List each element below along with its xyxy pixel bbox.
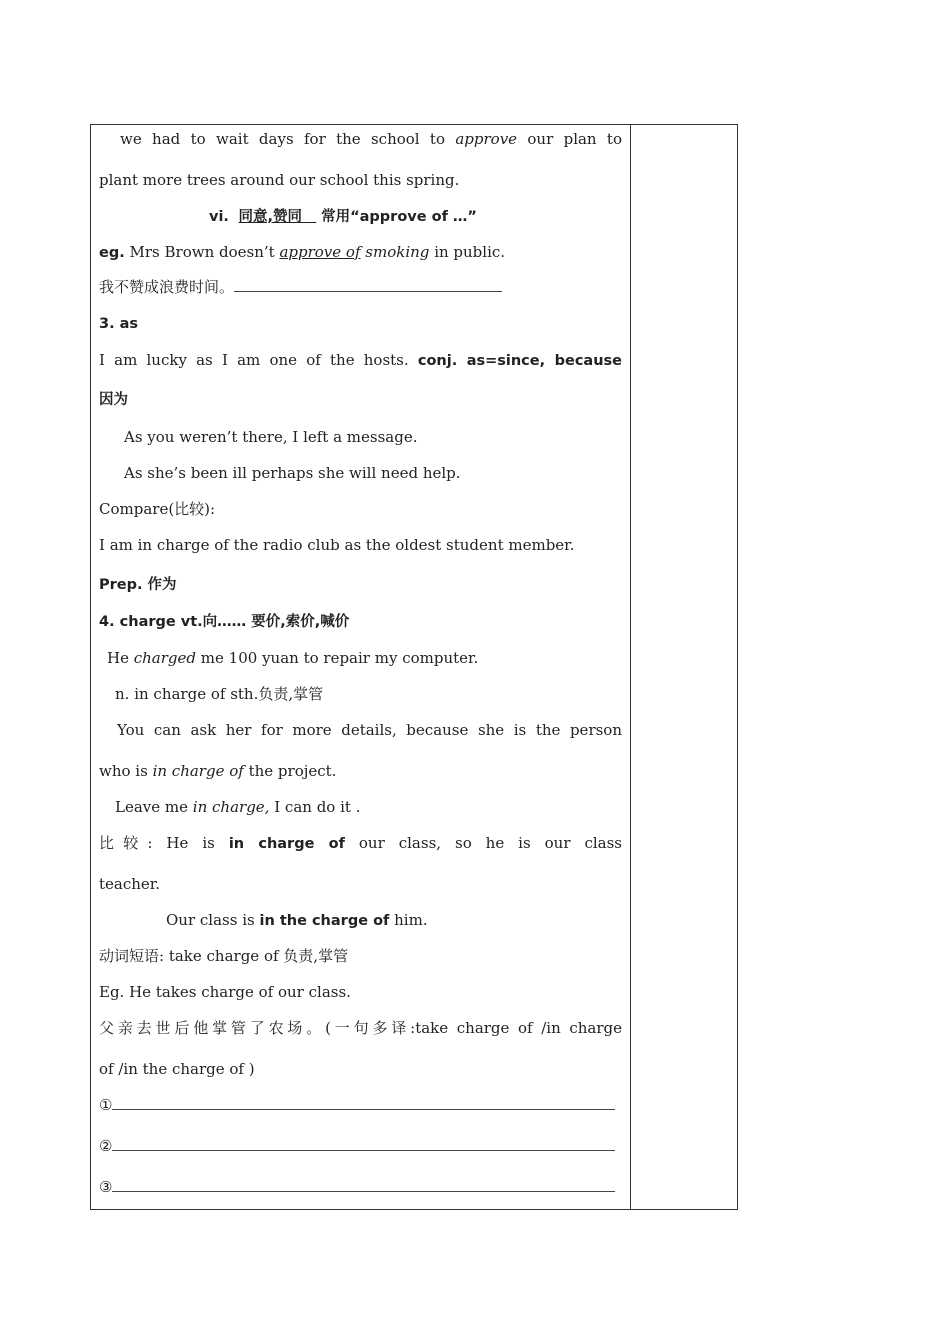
- answer-line-3: ③: [99, 1177, 622, 1197]
- approve-example-line-2: plant more trees around our school this spring.: [99, 171, 460, 189]
- charge-example-3: Leave me in charge, I can do it .: [115, 798, 361, 816]
- as-prep-note: Prep. 作为: [99, 577, 177, 593]
- in-charge-phrase: in charge,: [192, 798, 270, 816]
- worksheet-table: [90, 124, 738, 1210]
- charge-example-2-line-1: You can ask her for more details, because she is the person: [117, 721, 622, 739]
- as-heading: 3. as: [99, 316, 139, 332]
- charge-compare-2: Our class is in the charge of him.: [166, 911, 428, 929]
- answer-line-2: ②: [99, 1136, 622, 1156]
- in-charge-of-phrase: in charge of: [152, 762, 244, 780]
- answer-blank[interactable]: [112, 1095, 615, 1110]
- charge-heading: 4. charge vt.向…… 要价,索价,喊价: [99, 614, 350, 630]
- approve-eg-line: eg. Mrs Brown doesn’t approve of smoking in public.: [99, 243, 506, 261]
- answer-blank[interactable]: [112, 1136, 615, 1151]
- as-example-4: I am in charge of the radio club as the oldest student member.: [99, 536, 575, 554]
- answer-line-1: ①: [99, 1095, 622, 1115]
- charge-compare-line-1: 比较: He is in charge of our class, so he is our class: [99, 834, 622, 852]
- charge-compare-line-2: teacher.: [99, 875, 161, 893]
- as-compare-label: Compare(比较):: [99, 500, 216, 518]
- as-example-3: As she’s been ill perhaps she will need help.: [124, 464, 461, 482]
- charge-verb-phrase: 动词短语: take charge of 负责,掌管: [99, 947, 349, 965]
- answer-blank[interactable]: [234, 277, 502, 292]
- approve-translate-line: 我不赞成浪费时间。: [99, 277, 622, 297]
- column-divider: [630, 125, 631, 1209]
- answer-blank[interactable]: [112, 1177, 615, 1192]
- charge-task-line-2: of /in the charge of ): [99, 1060, 255, 1078]
- approve-example-line-1: we had to wait days for the school to approve our plan to: [120, 130, 622, 148]
- approve-vi-line: vi. 同意,赞同 常用“approve of …”: [209, 209, 477, 225]
- approve-vi-meaning: 同意,赞同: [238, 209, 302, 225]
- approve-word: approve: [455, 130, 518, 148]
- charge-task-line-1: 父亲去世后他掌管了农场。(一句多译:take charge of /in charge: [99, 1019, 622, 1037]
- as-conj-note-cn: 因为: [99, 392, 128, 408]
- charge-example-2-line-2: who is in charge of the project.: [99, 762, 337, 780]
- charge-eg: Eg. He takes charge of our class.: [99, 983, 351, 1001]
- approve-of-phrase: approve of: [279, 243, 361, 261]
- as-example-1: I am lucky as I am one of the hosts. conj. as=since, because: [99, 351, 622, 369]
- charge-example-1: He charged me 100 yuan to repair my computer.: [107, 649, 479, 667]
- charge-noun-line: n. in charge of sth.负责,掌管: [115, 685, 324, 703]
- as-conj-note: conj. as=since, because: [417, 353, 622, 369]
- as-example-2: As you weren’t there, I left a message.: [124, 428, 418, 446]
- charged-word: charged: [133, 649, 197, 667]
